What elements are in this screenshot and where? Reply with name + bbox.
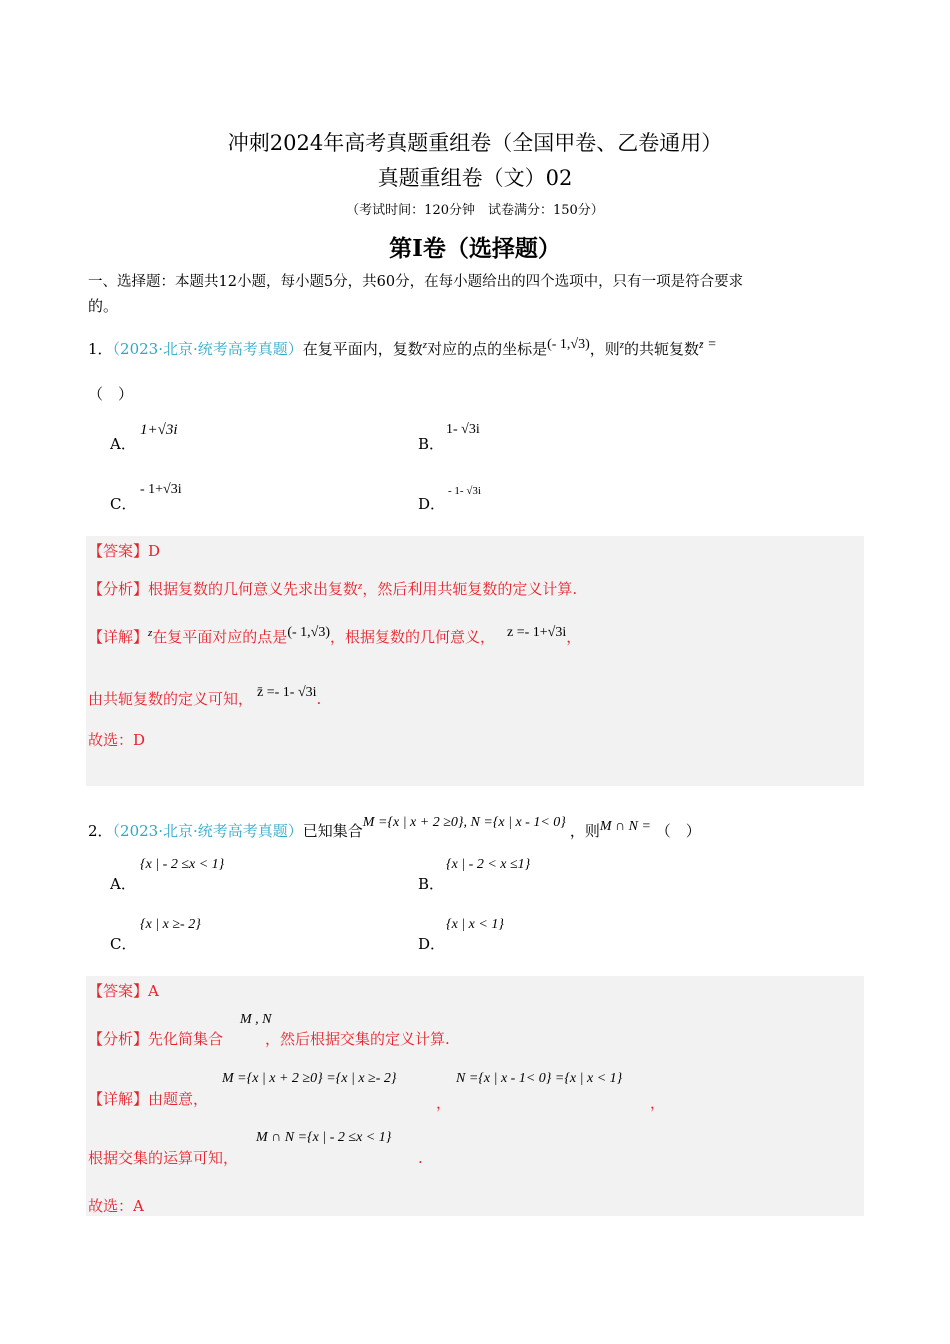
question-number: 2． (88, 822, 113, 840)
analysis-text: ，然后利用共轭复数的定义计算. (362, 580, 578, 598)
analysis-tag: 【分析】 (88, 580, 149, 598)
stem-text: 对应的点的坐标是 (427, 340, 548, 358)
option-math: {x | - 2 ≤x < 1} (140, 857, 225, 872)
math-var-z: z (619, 339, 625, 351)
detail-tag: 【详解】 (88, 628, 149, 646)
analysis-line (88, 574, 577, 601)
question-1-stem (88, 333, 716, 361)
detail-text: ， (566, 628, 582, 646)
math-coord: (- 1,√3) (547, 337, 590, 352)
math-coord: (- 1,√3) (287, 625, 330, 640)
math-eq: = (708, 337, 717, 352)
question-2-stem (88, 811, 701, 843)
detail-end: . (418, 1149, 423, 1167)
option-math: {x | x ≥- 2} (140, 917, 201, 932)
choose-line: 故选：A (88, 1197, 144, 1215)
analysis-text: 根据复数的几何意义先求出复数 (148, 580, 359, 598)
stem-text: ，则 (589, 340, 620, 358)
choose-line: 故选：D (88, 731, 146, 749)
detail-end: ， (650, 1094, 666, 1112)
option-label[interactable]: D． (418, 495, 446, 513)
option-math: {x | x < 1} (446, 917, 504, 932)
detail-tag: 【详解】 (88, 1090, 149, 1108)
detail-line (88, 621, 581, 649)
detail-line-2 (88, 681, 321, 711)
answer-tag: 【答案】 (88, 982, 149, 1000)
detail-sep: ， (436, 1094, 452, 1112)
instructions-line2: 的。 (88, 297, 119, 315)
math-sets: M ={x | x + 2 ≥0}, N ={x | x - 1< 0} (362, 815, 566, 830)
detail-text: 由共轭复数的定义可知， (88, 690, 254, 708)
option-math: {x | - 2 < x ≤1} (446, 857, 531, 872)
option-label[interactable]: B． (418, 875, 445, 893)
paper-subtitle: 真题重组卷（文）02 (377, 166, 573, 190)
option-math: - 1+√3i (140, 482, 182, 497)
answer-tag: 【答案】 (88, 542, 149, 560)
option-label[interactable]: C． (110, 495, 137, 513)
question-source: （2023·北京·统考高考真题） (112, 822, 303, 840)
detail-text: . (316, 690, 322, 708)
analysis-tag: 【分析】 (88, 1030, 149, 1048)
answer-value: A (148, 982, 159, 1000)
stem-text: 在复平面内，复数 (302, 340, 423, 358)
option-math: 1+√3i (140, 422, 178, 438)
instructions-line1: 一、选择题：本题共12小题，每小题5分，共60分，在每小题给出的四个选项中，只有一项是符合要求 (88, 274, 744, 290)
math-z-eq: z =- 1+√3i (507, 625, 567, 640)
analysis-text: 先化简集合 (148, 1030, 224, 1048)
option-label[interactable]: A． (110, 875, 136, 893)
question-source: （2023·北京·统考高考真题） (112, 340, 303, 358)
analysis-text: ，然后根据交集的定义计算. (265, 1030, 450, 1048)
answer-line (88, 539, 160, 563)
math-conj-z: z̄ (699, 339, 704, 351)
math-mn: M , N (240, 1012, 272, 1027)
detail-text: 由题意， (148, 1090, 209, 1108)
stem-text: ，则 (569, 822, 600, 840)
math-var-z: z (148, 627, 153, 639)
option-label[interactable]: D． (418, 935, 446, 953)
math-var-z: z (422, 339, 428, 351)
math-conj-eq: z̄ =- 1- √3i (257, 685, 317, 700)
option-label[interactable]: C． (110, 935, 137, 953)
math-intersection: M ∩ N = (599, 819, 651, 834)
question-number: 1． (88, 340, 113, 358)
answer-line (88, 979, 159, 1003)
option-label[interactable]: A． (110, 435, 136, 453)
answer-value: D (148, 542, 161, 560)
option-label[interactable]: B． (418, 435, 445, 453)
detail-line (88, 1087, 208, 1111)
detail-text: 在复平面对应的点是 (152, 628, 288, 646)
math-var-z: z (358, 580, 363, 592)
option-math: - 1- √3i (448, 485, 481, 497)
detail-line-2 (88, 1146, 238, 1170)
math-set-n: N ={x | x - 1< 0} ={x | x < 1} (456, 1071, 623, 1086)
option-math: 1- √3i (446, 422, 480, 437)
answer-paren: （ ） (655, 822, 701, 840)
analysis-line (88, 1027, 450, 1051)
section-title: 第I卷（选择题） (389, 235, 561, 262)
answer-paren: （ ） (88, 385, 134, 403)
paper-title: 冲刺2024年高考真题重组卷（全国甲卷、乙卷通用） (227, 131, 723, 155)
stem-text: 的共轭复数 (624, 340, 700, 358)
stem-text: 已知集合 (302, 822, 363, 840)
detail-text: ，根据复数的几何意义， (329, 628, 495, 646)
exam-info: （考试时间：120分钟 试卷满分：150分） (346, 203, 604, 218)
math-intersection-result: M ∩ N ={x | - 2 ≤x < 1} (256, 1130, 392, 1145)
math-set-m: M ={x | x + 2 ≥0} ={x | x ≥- 2} (222, 1071, 397, 1086)
detail-text: 根据交集的运算可知， (88, 1149, 239, 1167)
